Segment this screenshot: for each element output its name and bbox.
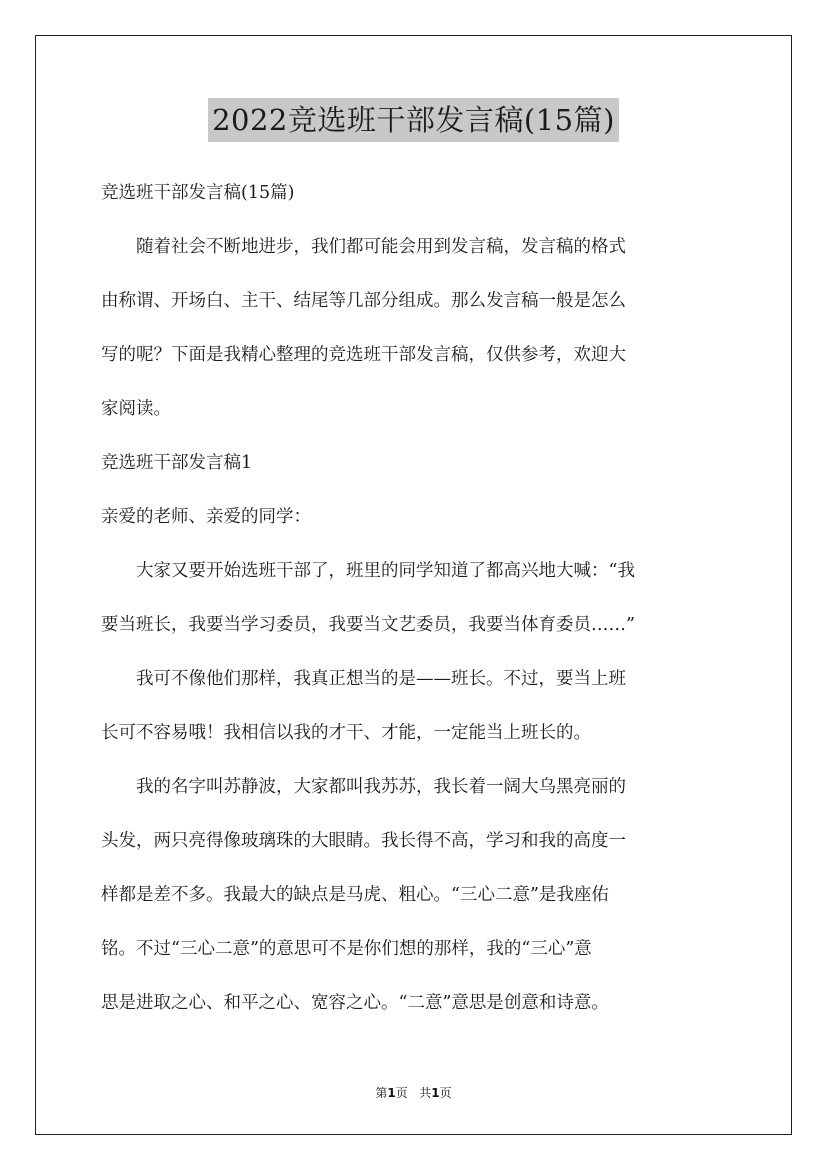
body-line-7: 大家又要开始选班干部了，班里的同学知道了都高兴地大喊：“我 — [101, 561, 635, 581]
body-line-13: 样都是差不多。我最大的缺点是马虎、粗心。“三心二意”是我座佑 — [101, 885, 609, 905]
body-line-10: 长可不容易哦！我相信以我的才干、才能，一定能当上班长的。 — [101, 723, 591, 743]
page-footer — [0, 1084, 827, 1101]
body-line-4: 家阅读。 — [101, 399, 171, 419]
body-line-11: 我的名字叫苏静波，大家都叫我苏苏，我长着一阔大乌黑亮丽的 — [101, 777, 626, 797]
title-container — [0, 98, 827, 142]
body-line-12: 头发，两只亮得像玻璃珠的大眼睛。我长得不高，学习和我的高度一 — [101, 831, 626, 851]
body-line-15: 思是进取之心、和平之心、宽容之心。“二意”意思是创意和诗意。 — [101, 993, 609, 1013]
document-title: 2022竞选班干部发言稿(15篇) — [208, 98, 619, 142]
footer-total-prefix: 共 — [419, 1086, 432, 1100]
footer-total-number: 1 — [431, 1086, 440, 1100]
body-line-14: 铭。不过“三心二意”的意思可不是你们想的那样，我的“三心”意 — [101, 939, 592, 959]
body-line-8: 要当班长，我要当学习委员，我要当文艺委员，我要当体育委员……” — [101, 615, 635, 635]
footer-page-prefix: 第 — [375, 1086, 388, 1100]
body-line-1: 随着社会不断地进步，我们都可能会用到发言稿，发言稿的格式 — [101, 237, 626, 257]
section-heading: 竞选班干部发言稿1 — [101, 453, 253, 473]
salutation: 亲爱的老师、亲爱的同学： — [101, 507, 311, 527]
footer-total-suffix: 页 — [439, 1086, 452, 1100]
body-line-2: 由称谓、开场白、主干、结尾等几部分组成。那么发言稿一般是怎么 — [101, 291, 626, 311]
body-line-3: 写的呢？下面是我精心整理的竞选班干部发言稿，仅供参考，欢迎大 — [101, 345, 626, 365]
footer-page-number: 1 — [387, 1086, 396, 1100]
body-line-9: 我可不像他们那样，我真正想当的是——班长。不过，要当上班 — [101, 669, 626, 689]
footer-page-suffix: 页 — [395, 1086, 408, 1100]
subtitle: 竞选班干部发言稿(15篇) — [101, 183, 295, 203]
